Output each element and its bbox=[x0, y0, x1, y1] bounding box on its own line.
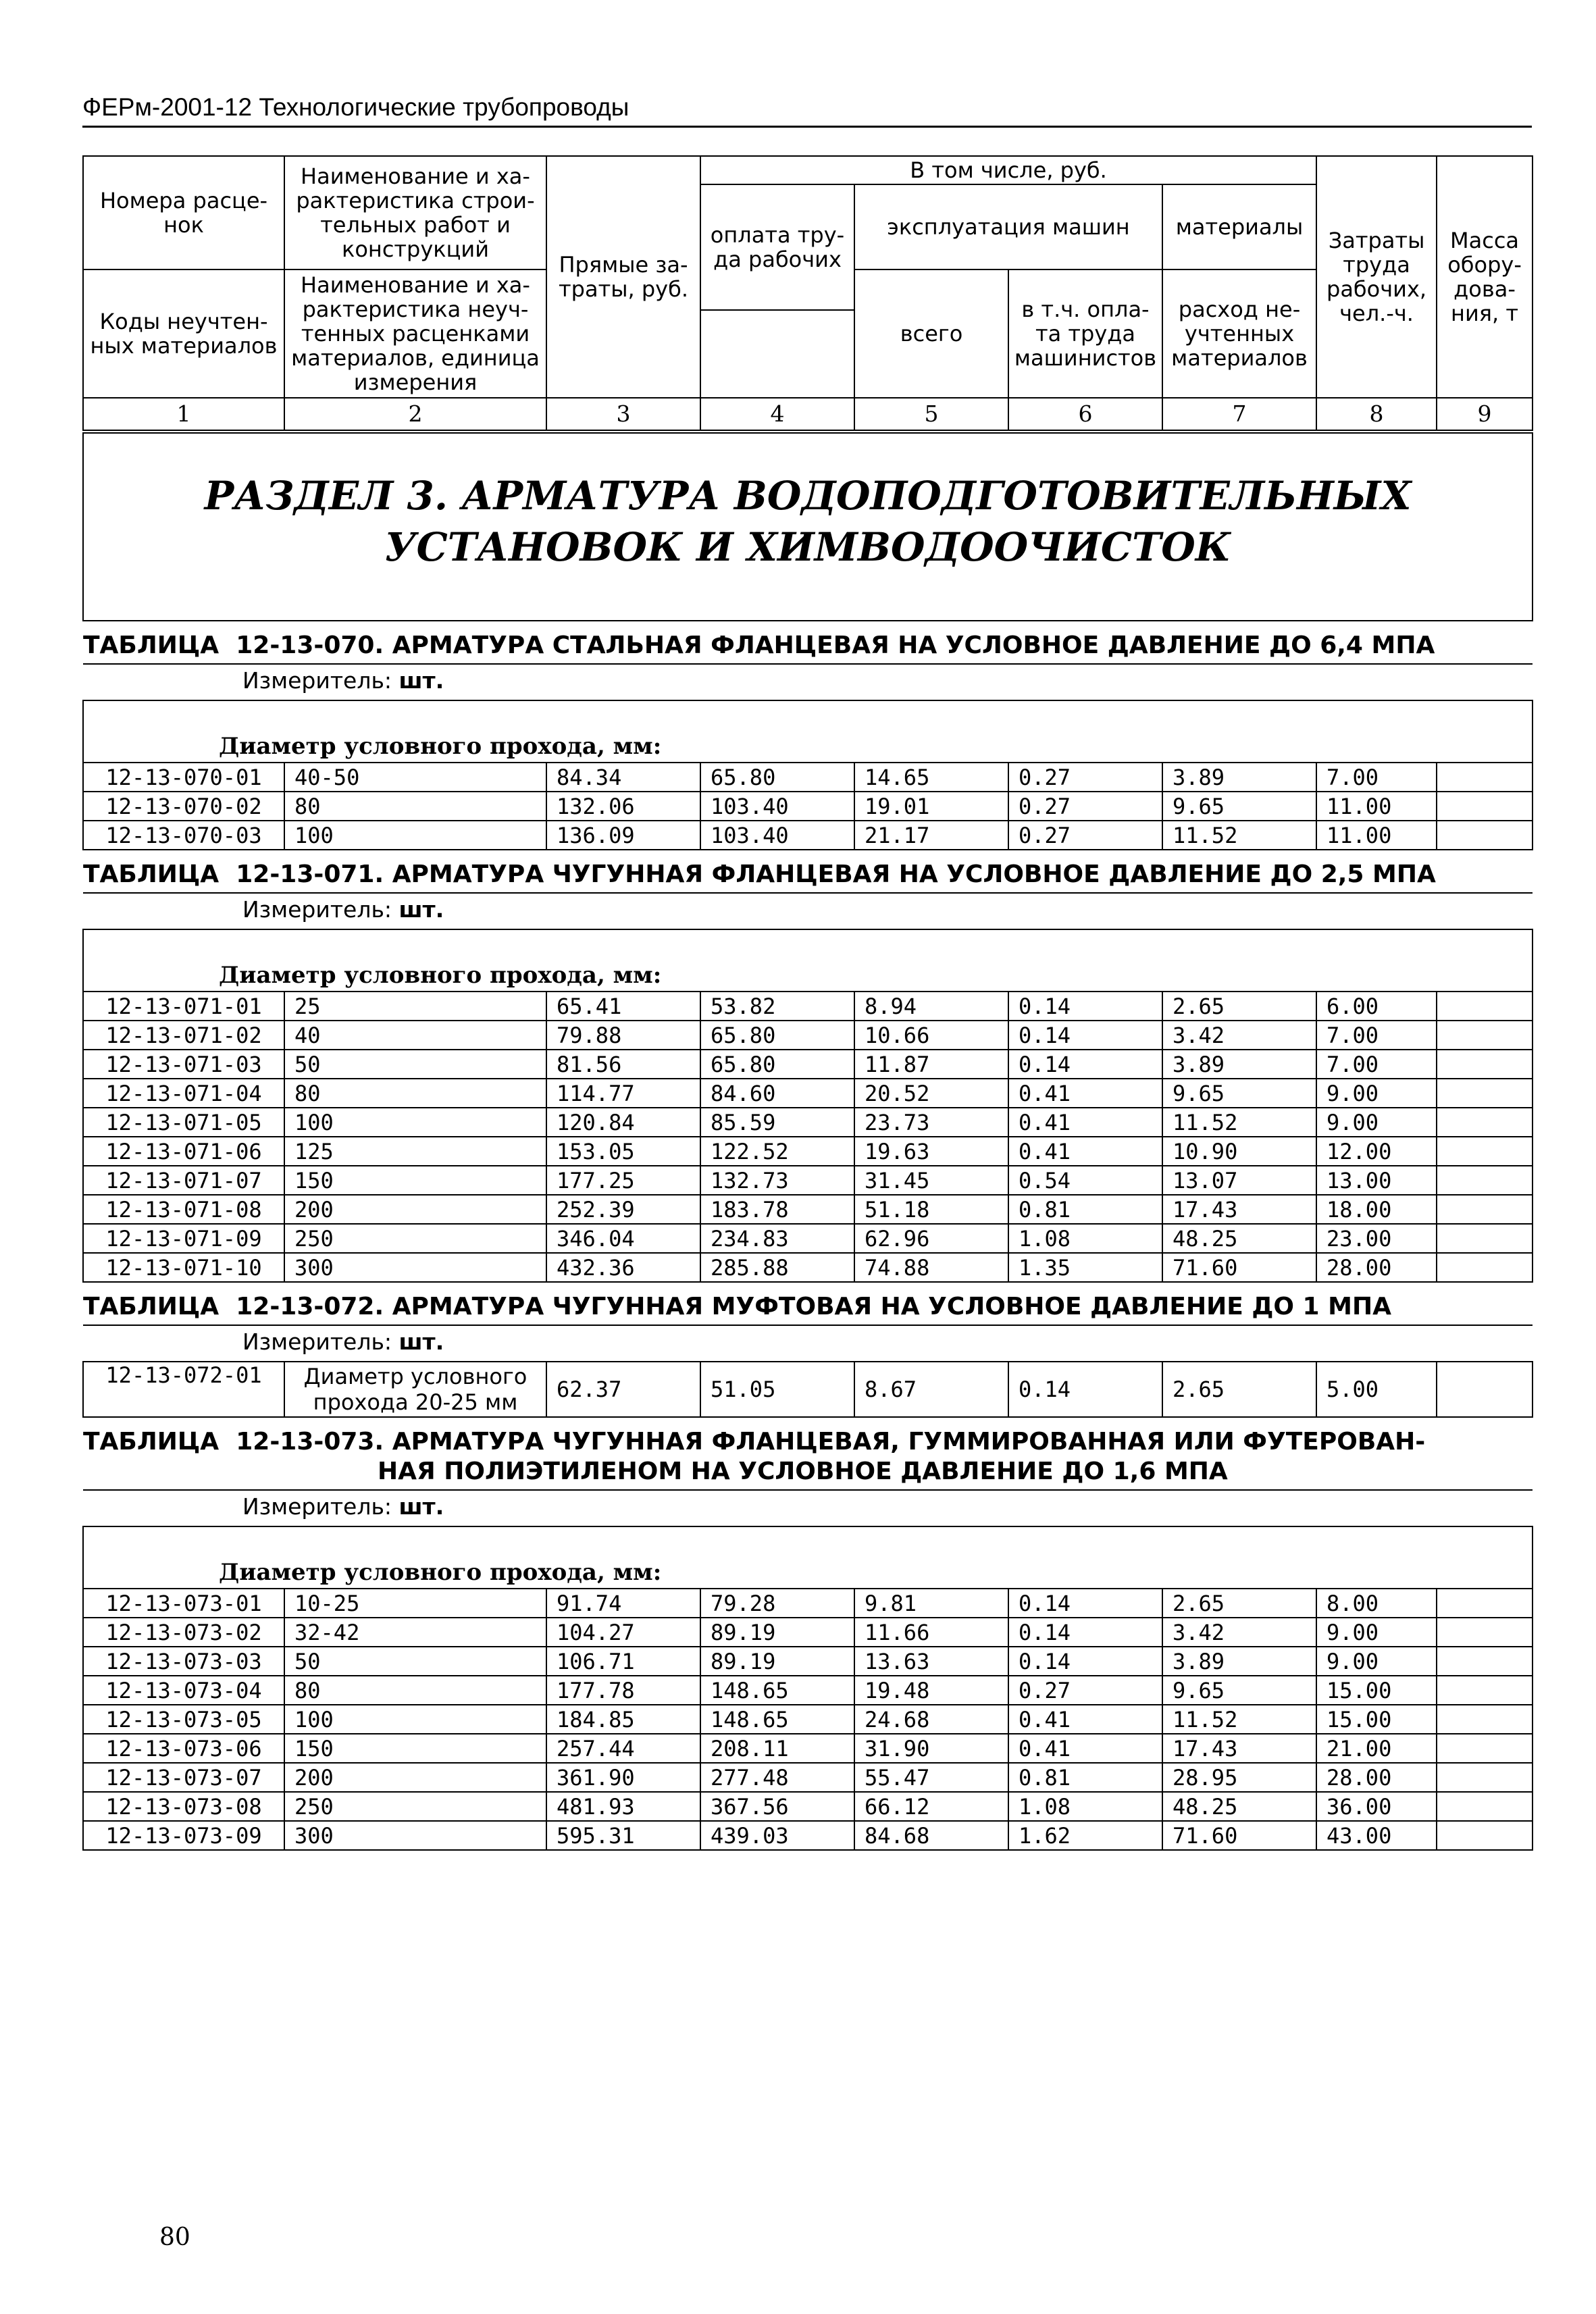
direct-costs: 106.71 bbox=[546, 1647, 700, 1676]
item-name: 40-50 bbox=[284, 763, 546, 792]
worker-wages: 183.78 bbox=[700, 1195, 854, 1224]
table-row bbox=[83, 1676, 1533, 1705]
equipment-mass: 8.00 bbox=[1316, 1589, 1437, 1618]
table-row bbox=[83, 763, 1533, 792]
item-name: 32-42 bbox=[284, 1618, 546, 1647]
table-row bbox=[83, 1253, 1533, 1282]
rate-code: 12-13-071-02 bbox=[83, 1021, 284, 1050]
item-name: 100 bbox=[284, 821, 546, 850]
labor-costs: 17.43 bbox=[1162, 1734, 1316, 1763]
item-name: 200 bbox=[284, 1195, 546, 1224]
direct-costs: 79.88 bbox=[546, 1021, 700, 1050]
worker-wages: 53.82 bbox=[700, 992, 854, 1021]
worker-wages: 148.65 bbox=[700, 1705, 854, 1734]
worker-wages: 234.83 bbox=[700, 1224, 854, 1253]
rate-code: 12-13-073-01 bbox=[83, 1589, 284, 1618]
rate-code: 12-13-070-02 bbox=[83, 792, 284, 821]
machine-costs: 8.94 bbox=[854, 992, 1008, 1021]
measure-label: Измеритель: bbox=[242, 896, 392, 923]
machine-costs: 31.45 bbox=[854, 1166, 1008, 1195]
empty-cell bbox=[1437, 792, 1533, 821]
table-title-text: АРМАТУРА ЧУГУННАЯ ФЛАНЦЕВАЯ, ГУММИРОВАННАЯ ИЛИ ФУТЕРОВАН- bbox=[392, 1428, 1426, 1456]
table-number: 12-13-072. bbox=[236, 1293, 384, 1320]
table-row bbox=[83, 1224, 1533, 1253]
operator-wages: 0.81 bbox=[1008, 1763, 1162, 1792]
header-unaccounted-materials: расход не-учтенных материалов bbox=[1162, 269, 1316, 398]
table-row bbox=[83, 1079, 1533, 1108]
empty-cell bbox=[1437, 821, 1533, 850]
worker-wages: 84.60 bbox=[700, 1079, 854, 1108]
item-name: 125 bbox=[284, 1137, 546, 1166]
operator-wages: 0.14 bbox=[1008, 1647, 1162, 1676]
table-number: 12-13-071. bbox=[236, 860, 384, 888]
column-number: 6 bbox=[1008, 398, 1162, 430]
worker-wages: 85.59 bbox=[700, 1108, 854, 1137]
machine-costs: 23.73 bbox=[854, 1108, 1008, 1137]
machine-costs: 51.18 bbox=[854, 1195, 1008, 1224]
machine-costs: 55.47 bbox=[854, 1763, 1008, 1792]
labor-costs: 2.65 bbox=[1162, 992, 1316, 1021]
empty-cell bbox=[1437, 1253, 1533, 1282]
operator-wages: 0.41 bbox=[1008, 1108, 1162, 1137]
labor-costs: 3.89 bbox=[1162, 1050, 1316, 1079]
page-number: 80 bbox=[159, 2223, 190, 2251]
diameter-heading: Диаметр условного прохода, мм: bbox=[83, 700, 1533, 763]
direct-costs: 132.06 bbox=[546, 792, 700, 821]
header-materials: материалы bbox=[1162, 184, 1316, 269]
table-title bbox=[83, 1417, 1533, 1490]
worker-wages: 208.11 bbox=[700, 1734, 854, 1763]
table-row bbox=[83, 1362, 1533, 1417]
empty-cell bbox=[1437, 1224, 1533, 1253]
direct-costs: 65.41 bbox=[546, 992, 700, 1021]
direct-costs: 432.36 bbox=[546, 1253, 700, 1282]
rate-code: 12-13-070-01 bbox=[83, 763, 284, 792]
rate-code: 12-13-071-08 bbox=[83, 1195, 284, 1224]
rate-code: 12-13-072-01 bbox=[83, 1362, 284, 1417]
machine-costs: 84.68 bbox=[854, 1821, 1008, 1850]
equipment-mass: 9.00 bbox=[1316, 1647, 1437, 1676]
operator-wages: 0.81 bbox=[1008, 1195, 1162, 1224]
labor-costs: 11.52 bbox=[1162, 1705, 1316, 1734]
table-measure bbox=[83, 893, 1533, 929]
operator-wages: 1.08 bbox=[1008, 1792, 1162, 1821]
table-measure bbox=[83, 1490, 1533, 1526]
machine-costs: 24.68 bbox=[854, 1705, 1008, 1734]
header-in-that-number: В том числе, руб. bbox=[700, 156, 1316, 184]
labor-costs: 71.60 bbox=[1162, 1821, 1316, 1850]
equipment-mass: 15.00 bbox=[1316, 1676, 1437, 1705]
operator-wages: 0.14 bbox=[1008, 1589, 1162, 1618]
table-row bbox=[83, 1021, 1533, 1050]
direct-costs: 84.34 bbox=[546, 763, 700, 792]
empty-cell bbox=[1437, 1362, 1533, 1417]
item-name: 50 bbox=[284, 1647, 546, 1676]
direct-costs: 361.90 bbox=[546, 1763, 700, 1792]
empty-cell bbox=[1437, 1079, 1533, 1108]
worker-wages: 103.40 bbox=[700, 792, 854, 821]
worker-wages: 277.48 bbox=[700, 1763, 854, 1792]
table-label: ТАБЛИЦА bbox=[83, 632, 220, 659]
operator-wages: 0.14 bbox=[1008, 1021, 1162, 1050]
table-title-text: АРМАТУРА СТАЛЬНАЯ ФЛАНЦЕВАЯ НА УСЛОВНОЕ ДАВЛЕНИЕ ДО 6,4 МПА bbox=[392, 632, 1435, 659]
table-title bbox=[83, 1282, 1533, 1325]
table-row bbox=[83, 1108, 1533, 1137]
worker-wages: 89.19 bbox=[700, 1618, 854, 1647]
labor-costs: 9.65 bbox=[1162, 1079, 1316, 1108]
labor-costs: 17.43 bbox=[1162, 1195, 1316, 1224]
table-title-text: АРМАТУРА ЧУГУННАЯ ФЛАНЦЕВАЯ НА УСЛОВНОЕ ДАВЛЕНИЕ ДО 2,5 МПА bbox=[392, 860, 1436, 888]
table-number: 12-13-070. bbox=[236, 632, 384, 659]
item-name: 200 bbox=[284, 1763, 546, 1792]
equipment-mass: 9.00 bbox=[1316, 1618, 1437, 1647]
direct-costs: 91.74 bbox=[546, 1589, 700, 1618]
direct-costs: 153.05 bbox=[546, 1137, 700, 1166]
header-work-name: Наименование и ха-рактеристика строи-тельных работ и конструкций bbox=[284, 156, 546, 269]
measure-unit: шт. bbox=[398, 1493, 444, 1520]
empty-cell bbox=[1437, 1763, 1533, 1792]
operator-wages: 0.14 bbox=[1008, 992, 1162, 1021]
machine-costs: 14.65 bbox=[854, 763, 1008, 792]
table-title-text: НАЯ ПОЛИЭТИЛЕНОМ НА УСЛОВНОЕ ДАВЛЕНИЕ ДО 1,6 МПА bbox=[378, 1458, 1228, 1485]
direct-costs: 257.44 bbox=[546, 1734, 700, 1763]
rate-code: 12-13-071-01 bbox=[83, 992, 284, 1021]
equipment-mass: 6.00 bbox=[1316, 992, 1437, 1021]
measure-unit: шт. bbox=[398, 896, 444, 923]
empty-cell bbox=[1437, 1647, 1533, 1676]
empty-cell bbox=[1437, 1166, 1533, 1195]
empty-cell bbox=[1437, 1021, 1533, 1050]
worker-wages: 103.40 bbox=[700, 821, 854, 850]
item-name: 150 bbox=[284, 1734, 546, 1763]
item-name: 150 bbox=[284, 1166, 546, 1195]
worker-wages: 122.52 bbox=[700, 1137, 854, 1166]
direct-costs: 104.27 bbox=[546, 1618, 700, 1647]
direct-costs: 177.78 bbox=[546, 1676, 700, 1705]
empty-cell bbox=[1437, 1137, 1533, 1166]
table-row bbox=[83, 1166, 1533, 1195]
labor-costs: 2.65 bbox=[1162, 1362, 1316, 1417]
worker-wages: 439.03 bbox=[700, 1821, 854, 1850]
labor-costs: 71.60 bbox=[1162, 1253, 1316, 1282]
column-number: 9 bbox=[1437, 398, 1533, 430]
item-name: 250 bbox=[284, 1224, 546, 1253]
operator-wages: 0.41 bbox=[1008, 1705, 1162, 1734]
machine-costs: 11.87 bbox=[854, 1050, 1008, 1079]
table-row bbox=[83, 1137, 1533, 1166]
operator-wages: 0.14 bbox=[1008, 1618, 1162, 1647]
table-title bbox=[83, 621, 1533, 664]
header-equipment-mass: Масса обору-дова-ния, т bbox=[1437, 156, 1533, 398]
measure-label: Измеритель: bbox=[242, 1329, 392, 1355]
table-label: ТАБЛИЦА bbox=[83, 1293, 220, 1320]
table-row bbox=[83, 1705, 1533, 1734]
header-operators-wages: в т.ч. опла-та труда машинистов bbox=[1008, 269, 1162, 398]
column-number: 7 bbox=[1162, 398, 1316, 430]
column-number: 4 bbox=[700, 398, 854, 430]
table-row bbox=[83, 1821, 1533, 1850]
direct-costs: 81.56 bbox=[546, 1050, 700, 1079]
labor-costs: 28.95 bbox=[1162, 1763, 1316, 1792]
operator-wages: 0.27 bbox=[1008, 1676, 1162, 1705]
table-row bbox=[83, 992, 1533, 1021]
empty-cell bbox=[1437, 992, 1533, 1021]
rate-code: 12-13-071-06 bbox=[83, 1137, 284, 1166]
labor-costs: 48.25 bbox=[1162, 1792, 1316, 1821]
item-name: 50 bbox=[284, 1050, 546, 1079]
table-row bbox=[83, 1618, 1533, 1647]
rate-code: 12-13-071-10 bbox=[83, 1253, 284, 1282]
machine-costs: 31.90 bbox=[854, 1734, 1008, 1763]
rate-code: 12-13-071-07 bbox=[83, 1166, 284, 1195]
direct-costs: 184.85 bbox=[546, 1705, 700, 1734]
operator-wages: 0.54 bbox=[1008, 1166, 1162, 1195]
header-machine-operation: эксплуатация машин bbox=[854, 184, 1162, 269]
operator-wages: 1.62 bbox=[1008, 1821, 1162, 1850]
equipment-mass: 11.00 bbox=[1316, 821, 1437, 850]
labor-costs: 11.52 bbox=[1162, 1108, 1316, 1137]
header-worker-wages: оплата тру-да рабочих bbox=[700, 184, 854, 310]
item-name: 80 bbox=[284, 1079, 546, 1108]
diameter-heading: Диаметр условного прохода, мм: bbox=[83, 1526, 1533, 1589]
item-name: 10-25 bbox=[284, 1589, 546, 1618]
empty-cell bbox=[1437, 1050, 1533, 1079]
equipment-mass: 12.00 bbox=[1316, 1137, 1437, 1166]
direct-costs: 177.25 bbox=[546, 1166, 700, 1195]
empty-cell bbox=[1437, 1195, 1533, 1224]
machine-costs: 19.48 bbox=[854, 1676, 1008, 1705]
column-number: 2 bbox=[284, 398, 546, 430]
worker-wages: 285.88 bbox=[700, 1253, 854, 1282]
equipment-mass: 7.00 bbox=[1316, 763, 1437, 792]
worker-wages: 51.05 bbox=[700, 1362, 854, 1417]
item-name: Диаметр условного прохода 20-25 мм bbox=[284, 1362, 546, 1417]
item-name: 100 bbox=[284, 1108, 546, 1137]
header-direct-costs: Прямые за-траты, руб. bbox=[546, 156, 700, 398]
equipment-mass: 9.00 bbox=[1316, 1108, 1437, 1137]
item-name: 25 bbox=[284, 992, 546, 1021]
equipment-mass: 7.00 bbox=[1316, 1050, 1437, 1079]
operator-wages: 0.41 bbox=[1008, 1079, 1162, 1108]
item-name: 40 bbox=[284, 1021, 546, 1050]
operator-wages: 0.14 bbox=[1008, 1050, 1162, 1079]
table-number: 12-13-073. bbox=[236, 1428, 384, 1456]
worker-wages: 367.56 bbox=[700, 1792, 854, 1821]
empty-cell bbox=[1437, 1676, 1533, 1705]
labor-costs: 2.65 bbox=[1162, 1589, 1316, 1618]
machine-costs: 20.52 bbox=[854, 1079, 1008, 1108]
rate-code: 12-13-071-05 bbox=[83, 1108, 284, 1137]
equipment-mass: 23.00 bbox=[1316, 1224, 1437, 1253]
labor-costs: 13.07 bbox=[1162, 1166, 1316, 1195]
worker-wages: 79.28 bbox=[700, 1589, 854, 1618]
machine-costs: 8.67 bbox=[854, 1362, 1008, 1417]
table-measure bbox=[83, 1325, 1533, 1362]
header-unaccounted-codes: Коды неучтен-ных материалов bbox=[83, 269, 284, 398]
empty-cell bbox=[1437, 1108, 1533, 1137]
table-row bbox=[83, 1195, 1533, 1224]
worker-wages: 65.80 bbox=[700, 1050, 854, 1079]
operator-wages: 1.08 bbox=[1008, 1224, 1162, 1253]
empty-cell bbox=[1437, 1734, 1533, 1763]
measure-unit: шт. bbox=[398, 667, 444, 694]
table-row bbox=[83, 1050, 1533, 1079]
item-name: 80 bbox=[284, 1676, 546, 1705]
measure-label: Измеритель: bbox=[242, 667, 392, 694]
labor-costs: 3.89 bbox=[1162, 1647, 1316, 1676]
rate-code: 12-13-073-06 bbox=[83, 1734, 284, 1763]
empty-cell bbox=[1437, 1821, 1533, 1850]
machine-costs: 19.01 bbox=[854, 792, 1008, 821]
column-number: 3 bbox=[546, 398, 700, 430]
table-row bbox=[83, 821, 1533, 850]
section-title: РАЗДЕЛ 3. АРМАТУРА ВОДОПОДГОТОВИТЕЛЬНЫХ УСТАНОВОК И ХИМВОДООЧИСТОК bbox=[204, 473, 1412, 570]
equipment-mass: 7.00 bbox=[1316, 1021, 1437, 1050]
worker-wages: 65.80 bbox=[700, 1021, 854, 1050]
empty-cell bbox=[1437, 1618, 1533, 1647]
item-name: 250 bbox=[284, 1792, 546, 1821]
operator-wages: 0.27 bbox=[1008, 792, 1162, 821]
equipment-mass: 9.00 bbox=[1316, 1079, 1437, 1108]
worker-wages: 132.73 bbox=[700, 1166, 854, 1195]
table-row bbox=[83, 1647, 1533, 1676]
table-row bbox=[83, 1792, 1533, 1821]
operator-wages: 0.41 bbox=[1008, 1137, 1162, 1166]
measure-label: Измеритель: bbox=[242, 1493, 392, 1520]
direct-costs: 481.93 bbox=[546, 1792, 700, 1821]
equipment-mass: 21.00 bbox=[1316, 1734, 1437, 1763]
labor-costs: 9.65 bbox=[1162, 792, 1316, 821]
item-name: 100 bbox=[284, 1705, 546, 1734]
rate-code: 12-13-071-03 bbox=[83, 1050, 284, 1079]
direct-costs: 120.84 bbox=[546, 1108, 700, 1137]
operator-wages: 0.41 bbox=[1008, 1734, 1162, 1763]
rate-code: 12-13-073-03 bbox=[83, 1647, 284, 1676]
rate-code: 12-13-073-08 bbox=[83, 1792, 284, 1821]
operator-wages: 0.27 bbox=[1008, 821, 1162, 850]
rate-code: 12-13-073-02 bbox=[83, 1618, 284, 1647]
operator-wages: 0.27 bbox=[1008, 763, 1162, 792]
labor-costs: 9.65 bbox=[1162, 1676, 1316, 1705]
machine-costs: 19.63 bbox=[854, 1137, 1008, 1166]
machine-costs: 21.17 bbox=[854, 821, 1008, 850]
machine-costs: 62.96 bbox=[854, 1224, 1008, 1253]
labor-costs: 48.25 bbox=[1162, 1224, 1316, 1253]
running-header: ФЕРм-2001-12 Технологические трубопроводы bbox=[82, 92, 1532, 128]
header-labor-costs: Затраты труда рабочих, чел.-ч. bbox=[1316, 156, 1437, 398]
labor-costs: 3.89 bbox=[1162, 763, 1316, 792]
table-label: ТАБЛИЦА bbox=[83, 860, 220, 888]
table-title-text: АРМАТУРА ЧУГУННАЯ МУФТОВАЯ НА УСЛОВНОЕ ДАВЛЕНИЕ ДО 1 МПА bbox=[392, 1293, 1391, 1320]
equipment-mass: 15.00 bbox=[1316, 1705, 1437, 1734]
rate-code: 12-13-071-04 bbox=[83, 1079, 284, 1108]
header-material-name: Наименование и ха-рактеристика неуч-тенных расценками материалов, единица измерения bbox=[284, 269, 546, 398]
direct-costs: 595.31 bbox=[546, 1821, 700, 1850]
table-title bbox=[83, 850, 1533, 893]
worker-wages: 65.80 bbox=[700, 763, 854, 792]
header-rate-numbers: Номера расце-нок bbox=[83, 156, 284, 269]
equipment-mass: 5.00 bbox=[1316, 1362, 1437, 1417]
operator-wages: 1.35 bbox=[1008, 1253, 1162, 1282]
machine-costs: 13.63 bbox=[854, 1647, 1008, 1676]
item-name: 80 bbox=[284, 792, 546, 821]
worker-wages: 89.19 bbox=[700, 1647, 854, 1676]
direct-costs: 62.37 bbox=[546, 1362, 700, 1417]
empty-cell bbox=[1437, 1792, 1533, 1821]
equipment-mass: 13.00 bbox=[1316, 1166, 1437, 1195]
rate-code: 12-13-070-03 bbox=[83, 821, 284, 850]
machine-costs: 9.81 bbox=[854, 1589, 1008, 1618]
header-machines-total: всего bbox=[854, 269, 1008, 398]
rate-code: 12-13-073-04 bbox=[83, 1676, 284, 1705]
table-row bbox=[83, 1763, 1533, 1792]
machine-costs: 10.66 bbox=[854, 1021, 1008, 1050]
column-header-table bbox=[82, 155, 1533, 431]
equipment-mass: 18.00 bbox=[1316, 1195, 1437, 1224]
rates-table bbox=[82, 432, 1533, 1851]
measure-unit: шт. bbox=[398, 1329, 444, 1355]
labor-costs: 3.42 bbox=[1162, 1021, 1316, 1050]
operator-wages: 0.14 bbox=[1008, 1362, 1162, 1417]
direct-costs: 252.39 bbox=[546, 1195, 700, 1224]
rate-code: 12-13-071-09 bbox=[83, 1224, 284, 1253]
diameter-heading: Диаметр условного прохода, мм: bbox=[83, 929, 1533, 992]
equipment-mass: 11.00 bbox=[1316, 792, 1437, 821]
labor-costs: 3.42 bbox=[1162, 1618, 1316, 1647]
table-measure bbox=[83, 664, 1533, 700]
empty-cell bbox=[1437, 763, 1533, 792]
labor-costs: 10.90 bbox=[1162, 1137, 1316, 1166]
rate-code: 12-13-073-07 bbox=[83, 1763, 284, 1792]
rate-code: 12-13-073-05 bbox=[83, 1705, 284, 1734]
table-label: ТАБЛИЦА bbox=[83, 1428, 220, 1456]
column-number: 5 bbox=[854, 398, 1008, 430]
table-row bbox=[83, 1589, 1533, 1618]
table-row bbox=[83, 792, 1533, 821]
equipment-mass: 28.00 bbox=[1316, 1763, 1437, 1792]
direct-costs: 136.09 bbox=[546, 821, 700, 850]
item-name: 300 bbox=[284, 1253, 546, 1282]
labor-costs: 11.52 bbox=[1162, 821, 1316, 850]
direct-costs: 114.77 bbox=[546, 1079, 700, 1108]
item-name: 300 bbox=[284, 1821, 546, 1850]
rate-code: 12-13-073-09 bbox=[83, 1821, 284, 1850]
empty-cell bbox=[1437, 1705, 1533, 1734]
direct-costs: 346.04 bbox=[546, 1224, 700, 1253]
column-number: 1 bbox=[83, 398, 284, 430]
empty-cell bbox=[1437, 1589, 1533, 1618]
equipment-mass: 28.00 bbox=[1316, 1253, 1437, 1282]
equipment-mass: 43.00 bbox=[1316, 1821, 1437, 1850]
table-row bbox=[83, 1734, 1533, 1763]
machine-costs: 74.88 bbox=[854, 1253, 1008, 1282]
equipment-mass: 36.00 bbox=[1316, 1792, 1437, 1821]
machine-costs: 11.66 bbox=[854, 1618, 1008, 1647]
column-number: 8 bbox=[1316, 398, 1437, 430]
machine-costs: 66.12 bbox=[854, 1792, 1008, 1821]
worker-wages: 148.65 bbox=[700, 1676, 854, 1705]
